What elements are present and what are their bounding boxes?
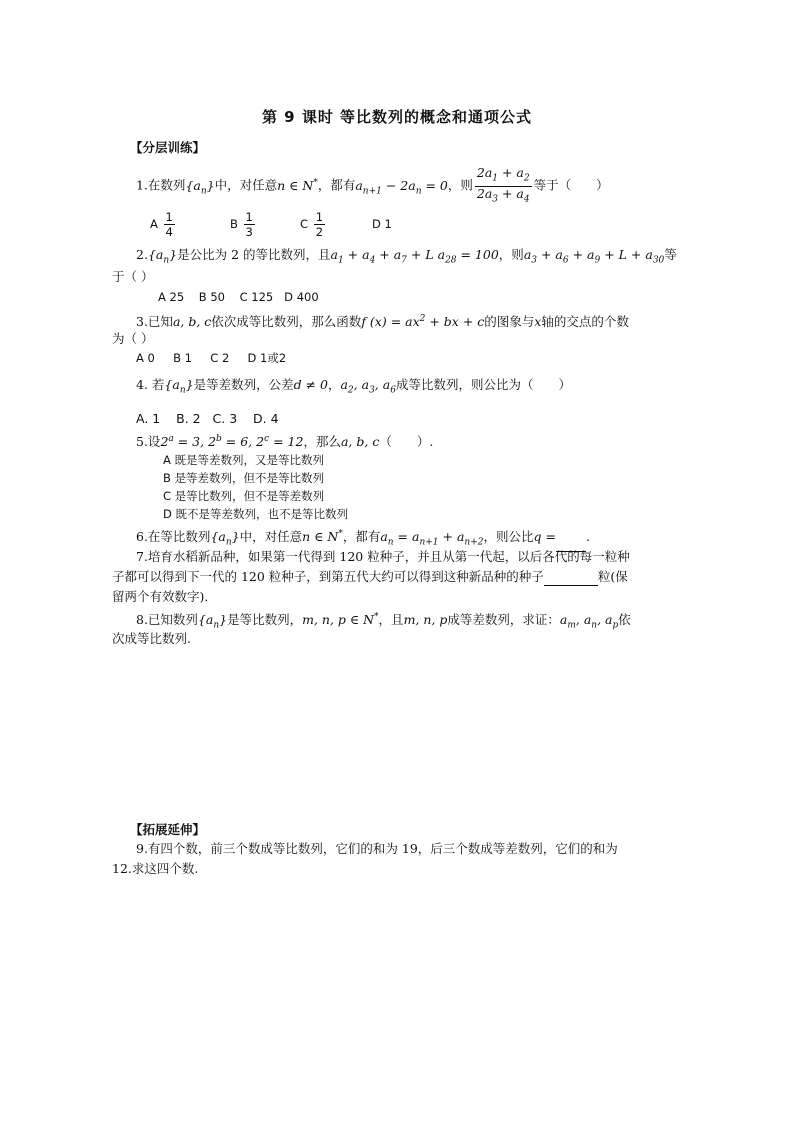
q8-line-2: 次成等比数列. [112, 631, 191, 646]
q7-answer-blank[interactable] [544, 573, 598, 586]
question-2: $2.\{a_n\}$是公比为 2 的等比数列，且$a_1 + a_4 + a_7 + L$ $a_{28} = 100$，则$a_3 + a_6 + a_9 + L + a_{30}$等 [136, 247, 677, 266]
q5-option-d: D 既不是等差数列，也不是等比数列 [163, 507, 349, 521]
q1-relation: $a_{n+1} - 2a_n = 0$ [355, 177, 448, 196]
question-7-line-3: 留两个有效数字)． [112, 589, 217, 604]
q4-sequence: $\{a_n\}$ [164, 377, 194, 396]
question-7-line-1: 7.培育水稻新品种，如果第一代得到 120 粒种子，并且从第一代起，以后各代的每一粒种 [136, 549, 630, 564]
q1-option-d: D 1 [372, 217, 392, 231]
q1-suffix: 等于（ ） [533, 177, 609, 193]
q1-text: 中，对任意 [214, 177, 278, 193]
q4-options: A. 1 B. 2 C. 3 D. 4 [136, 411, 279, 426]
q1-condition: n ∈ N* [277, 177, 318, 193]
question-4: 4. 若$\{a_n\}$是等差数列，公差d ≠ 0，$a_2$, $a_3$, $a_6$成等比数列，则公比为（ ） [136, 377, 571, 396]
q8-terms: $a_m$, $a_n$, $a_p$ [559, 612, 619, 631]
q1-sequence: $\{a_n\}$ [185, 177, 215, 196]
question-9-line-1: 9.有四个数，前三个数成等比数列，它们的和为 19，后三个数成等差数列，它们的和为 [136, 841, 618, 856]
q1-option-a: A $\frac{1}{4}$ [150, 210, 173, 239]
q1-prefix: 1.在数列 [136, 177, 186, 193]
q2-given-sum: $a_1 + a_4 + a_7 + L$ $a_{28} = 100$ [330, 247, 499, 266]
q4-terms: $a_2$, $a_3$, $a_6$ [340, 377, 396, 396]
question-6: 6.在等比数列$\{a_n\}$中，对任意n ∈ N*，都有$a_n = a_{n+1} + a_{n+2}$，则公比q = . [136, 525, 590, 552]
q1-option-c: C $\frac{1}{2}$ [300, 210, 324, 239]
q5-option-a: A 既是等差数列，又是等比数列 [163, 453, 325, 467]
q2-line-2: 于（ ） [112, 269, 154, 284]
section-heading-extension: 【拓展延伸】 [130, 822, 206, 837]
q3-line-2: 为（ ） [112, 331, 154, 346]
q3-variables: a, b, c [172, 314, 212, 330]
q2-options: A 25 B 50 C 125 D 400 [158, 290, 319, 304]
q3-function: f $(x) = ax^2$ + bx + c [361, 314, 485, 330]
q5-option-b: B 是等差数列，但不是等比数列 [163, 471, 325, 485]
question-1 [136, 166, 609, 206]
q6-relation: $a_n = a_{n+1} + a_{n+2}$ [380, 529, 484, 548]
q4-condition: d ≠ 0 [293, 377, 328, 392]
q5-equations: $2^a = 3$, $2^b = 6$, $2^c = 12$ [160, 434, 304, 450]
q3-options: A 0 B 1 C 2 D 1或2 [136, 351, 287, 365]
page-title: 第 9 课时 等比数列的概念和通项公式 [261, 108, 533, 126]
question-5: 5.设$2^a = 3$, $2^b = 6$, $2^c = 12$，那么a, b, c（ ）. [136, 434, 434, 450]
question-7-line-2: 子都可以得到下一代的 120 粒种子，到第五代大约可以得到这种新品种的种子 粒(保 [112, 569, 628, 584]
q1-option-b: B $\frac{1}{3}$ [230, 210, 253, 239]
q2-target-sum: $a_3 + a_6 + a_9 + L + a_{30}$ [523, 247, 665, 266]
question-9-line-2: 12.求这四个数. [112, 861, 199, 876]
section-heading-practice: 【分层训练】 [130, 140, 206, 155]
q2-sequence: $\{a_n\}$ [147, 247, 178, 266]
q1-text-3: ，则 [447, 177, 473, 193]
question-8: 8.已知数列$\{a_n\}$是等比数列，m, n, p ∈ N*，且m, n, p成等差数列，求证：$a_m$, $a_n$, $a_p$依 [136, 612, 631, 631]
q5-option-c: C 是等比数列，但不是等差数列 [163, 489, 325, 503]
question-3: 3.已知a, b, c依次成等比数列，那么函数f $(x) = ax^2$ + bx + c的图象与x轴的交点的个数 [136, 314, 629, 330]
q1-fraction: $\frac{2a_1 + a_2}{2a_3 + a_4}$ [476, 165, 530, 204]
q1-text-2: ，都有 [317, 177, 356, 193]
